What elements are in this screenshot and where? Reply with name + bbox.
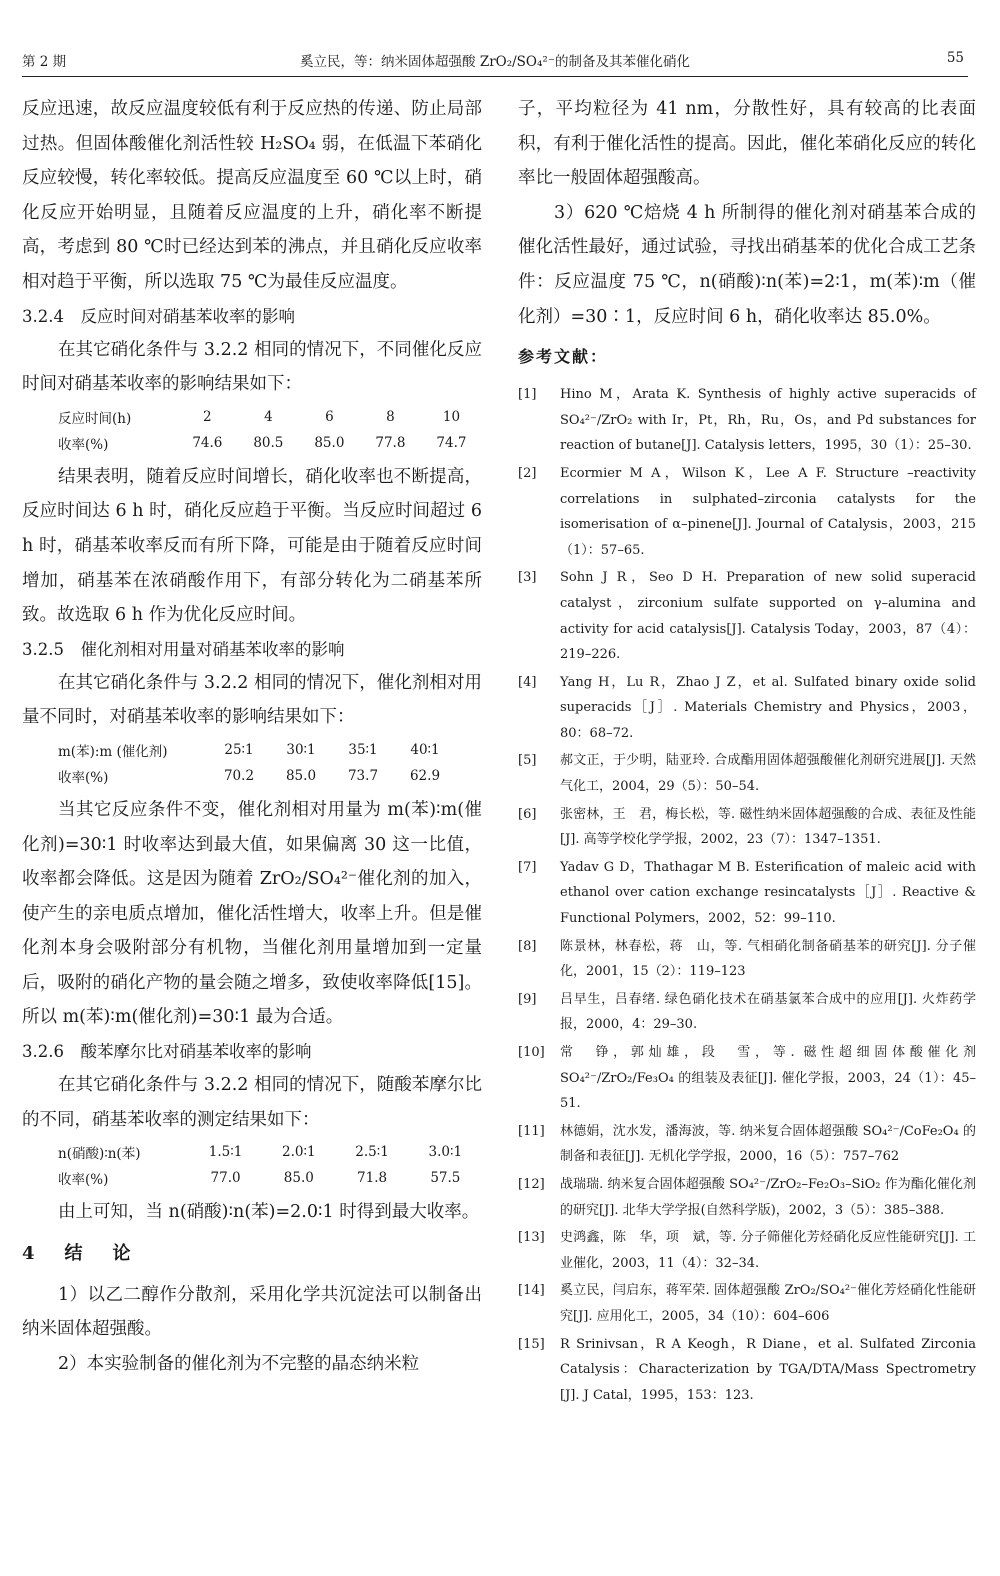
reference-text: 吕早生，吕春绪. 绿色硝化技术在硝基氯苯合成中的应用[J]. 火炸药学报，2000，4：29–30.	[560, 991, 976, 1033]
table-cell: 40∶1	[410, 741, 440, 758]
reference-item	[518, 1172, 976, 1223]
reference-text: 奚立民，闫启东，蒋军荣. 固体超强酸 ZrO₂/SO₄²⁻催化芳烃硝化性能研究[J]. 应用化工，2005，34（10）：604–606	[560, 1283, 976, 1324]
section-3-2-4-intro: 在其它硝化条件与 3.2.2 相同的情况下，不同催化反应时间对硝基苯收率的影响结果如下：	[22, 339, 482, 395]
reference-text: 林德娟，沈水发，潘海波，等. 纳米复合固体超强酸 SO₄²⁻/CoFe₂O₄ 的制备和表征[J]. 无机化学学报，2000，16（5）：757–762	[560, 1123, 976, 1165]
table-row	[58, 763, 456, 789]
issue-number: 第 2 期	[22, 54, 67, 70]
section-3-2-5-result: 当其它反应条件不变，催化剂相对用量为 m(苯)∶m(催化剂)=30∶1 时收率达到最大值，如果偏离 30 这一比值，收率都会降低。这是因为随着 ZrO₂/SO₄²⁻催化剂的加入，使产生的亲电质点增加，催化活性增大，收率上升。但是催化剂本身会吸附部分有机物，当催化剂用量增加到一定量后，吸附的硝化产物的量会随之增多，致使收率降低[15]。所以 m(苯)∶m(催化剂)=30∶1 最为合适。	[22, 799, 482, 1028]
reference-item	[518, 1278, 976, 1329]
table-row	[58, 1139, 482, 1165]
table-cell: 6	[325, 408, 334, 425]
reference-number: [9]	[518, 991, 537, 1007]
reference-item	[518, 1225, 976, 1276]
reference-number: [15]	[518, 1336, 545, 1352]
reference-text: 战瑞瑞. 纳米复合固体超强酸 SO₄²⁻/ZrO₂–Fe₂O₃–SiO₂ 作为酯化催化剂的研究[J]. 北华大学学报(自然科学版)，2002，3（5）：385–388.	[560, 1176, 976, 1218]
reference-item	[518, 565, 976, 667]
table-cell: 70.2	[223, 767, 255, 784]
reference-item	[518, 802, 976, 853]
reference-item	[518, 934, 976, 985]
reference-item	[518, 461, 976, 563]
conclusion-3: 3）620 ℃焙烧 4 h 所制得的催化剂对硝基苯合成的催化活性最好，通过试验，寻找出硝基苯的优化合成工艺条件：反应温度 75 ℃，n(硝酸)∶n(苯)=2∶1，m(苯)∶m（催化剂）=30∶1，反应时间 6 h，硝化收率达 85.0%。	[518, 202, 976, 327]
left-column	[22, 92, 482, 1382]
reference-text: Ecormier M A，Wilson K，Lee A F. Structure –reactivity correlations in sulphated–zirconia catalysts for the isomerisation of α–pinene[J]. Journal of Catalysis，2003，215（1）：57–65.	[560, 465, 977, 558]
table-cell: 35∶1	[348, 741, 378, 758]
reference-list	[518, 382, 976, 1408]
reference-text: 张密林，王 君，梅长松，等. 磁性纳米固体超强酸的合成、表征及性能[J]. 高等学校化学学报，2002，23（7）：1347–1351.	[560, 806, 976, 848]
row-label: m(苯):m (催化剂)	[58, 743, 168, 760]
section-3-2-6-intro: 在其它硝化条件与 3.2.2 相同的情况下，随酸苯摩尔比的不同，硝基苯收率的测定结果如下：	[22, 1075, 482, 1130]
reference-number: [10]	[518, 1045, 545, 1060]
table-cell: 2.5∶1	[355, 1144, 389, 1161]
row-label: 收率(%)	[58, 1172, 109, 1189]
table-cell: 71.8	[357, 1170, 388, 1187]
reference-text: Sohn J R，Seo D H. Preparation of new solid superacid catalyst，zirconium sulfate supported on γ–alumina and activity for acid catalysis[J]. Catalysis Today，2003，87（4）：219–226.	[560, 570, 976, 663]
section-3-2-5-intro: 在其它硝化条件与 3.2.2 相同的情况下，催化剂相对用量不同时，对硝基苯收率的影响结果如下：	[22, 672, 482, 728]
references-heading: 参考文献：	[518, 347, 609, 367]
table-cell: 2.0∶1	[282, 1144, 316, 1161]
reference-item	[518, 748, 976, 799]
table-cell: 85.0	[283, 1170, 314, 1187]
paragraph-reaction-temperature: 反应迅速，故反应温度较低有利于反应热的传递、防止局部过热。但固体酸催化剂活性较 H₂SO₄ 弱，在低温下苯硝化反应较慢，转化率较低。提高反应温度至 60 ℃以上时，硝化反应开始明显，且随着反应温度的上升，硝化率不断提高，考虑到 80 ℃时已经达到苯的沸点，并且硝化反应收率相对趋于平衡，所以选取 75 ℃为最佳反应温度。	[22, 99, 482, 292]
table-cell: 80.5	[253, 434, 284, 451]
reference-text: Hino M，Arata K. Synthesis of highly active superacids of SO₄²⁻/ZrO₂ with Ir，Pt，Rh，Ru，Os，and Pd substances for reaction of butane[J]. Catalysis letters，1995，30（1）：25–30.	[560, 387, 976, 454]
table-cell: 1.5∶1	[208, 1144, 243, 1161]
reference-item	[518, 1332, 976, 1409]
table-acid-benzene-ratio	[58, 1139, 482, 1191]
table-cell: 30∶1	[286, 741, 316, 758]
reference-text: Yang H，Lu R，Zhao J Z，et al. Sulfated binary oxide solid superacids［J］. Materials Chemistry and Physics，2003，80：68–72.	[560, 674, 976, 741]
section-3-2-6-heading: 3.2.6 酸苯摩尔比对硝基苯收率的影响	[22, 1042, 312, 1062]
reference-text: 常 铮，郭灿雄，段 雪，等. 磁性超细固体酸催化剂 SO₄²⁻/ZrO₂/Fe₃O₄ 的组装及表征[J]. 催化学报，2003，24（1）：45–51.	[560, 1045, 976, 1112]
table-row	[58, 1165, 482, 1191]
reference-number: [1]	[518, 387, 537, 403]
reference-number: [12]	[518, 1176, 545, 1192]
reference-text: R Srinivsan，R A Keogh，R Diane，et al. Sulfated Zirconia Catalysis：Characterization by TGA/DTA/Mass Spectrometry [J]. J Catal，1995，153：123.	[560, 1336, 976, 1403]
table-cell: 25∶1	[224, 741, 254, 758]
row-label: 反应时间(h)	[58, 410, 132, 427]
table-row	[58, 404, 482, 430]
table-cell: 4	[264, 408, 273, 425]
table-cell: 3.0∶1	[428, 1144, 463, 1161]
reference-number: [13]	[518, 1230, 545, 1246]
conclusion-2-continued: 子，平均粒径为 41 nm，分散性好，具有较高的比表面积，有利于催化活性的提高。因此，催化苯硝化反应的转化率比一般固体超强酸高。	[518, 99, 976, 189]
table-cell: 8	[386, 408, 395, 425]
reference-item	[518, 987, 976, 1038]
reference-item	[518, 382, 976, 459]
running-header	[22, 46, 968, 77]
row-label: 收率(%)	[58, 436, 109, 453]
table-cell: 85.0	[285, 767, 317, 784]
section-3-2-4-result: 结果表明，随着反应时间增长，硝化收率也不断提高，反应时间达 6 h 时，硝化反应趋于平衡。当反应时间超过 6 h 时，硝基苯收率反而有所下降，可能是由于随着反应时间增加，硝基苯在浓硝酸作用下，有部分转化为二硝基苯所致。故选取 6 h 作为优化反应时间。	[22, 466, 482, 626]
table-cell: 74.7	[436, 434, 467, 451]
section-4-heading: 4 结 论	[22, 1242, 137, 1264]
reference-number: [3]	[518, 570, 537, 586]
section-3-2-4-heading: 3.2.4 反应时间对硝基苯收率的影响	[22, 306, 295, 326]
table-cell: 74.6	[192, 434, 223, 451]
reference-text: 陈景林，林春松，蒋 山，等. 气相硝化制备硝基苯的研究[J]. 分子催化，2001，15（2）：119–123	[560, 938, 976, 980]
reference-item	[518, 855, 976, 932]
section-3-2-5-heading: 3.2.5 催化剂相对用量对硝基苯收率的影响	[22, 639, 345, 659]
running-title: 奚立民，等：纳米固体超强酸 ZrO₂/SO₄²⁻的制备及其苯催化硝化	[300, 54, 690, 70]
table-catalyst-amount	[58, 737, 456, 789]
table-cell: 77.0	[210, 1170, 241, 1187]
row-label: n(硝酸)∶n(苯)	[58, 1146, 141, 1163]
reference-number: [7]	[518, 859, 537, 875]
section-3-2-6-result: 由上可知，当 n(硝酸)∶n(苯)=2.0∶1 时得到最大收率。	[58, 1202, 480, 1223]
table-cell: 57.5	[430, 1170, 461, 1187]
table-cell: 62.9	[409, 767, 441, 784]
table-row	[58, 430, 482, 456]
table-cell: 2	[203, 408, 212, 425]
reference-text: 郝文正，于少明，陆亚玲. 合成酯用固体超强酸催化剂研究进展[J]. 天然气化工，2004，29（5）：50–54.	[560, 753, 976, 795]
reference-number: [2]	[518, 465, 537, 481]
table-cell: 85.0	[314, 434, 345, 451]
row-label: 收率(%)	[58, 769, 109, 786]
page-number: 55	[946, 50, 964, 66]
reference-number: [5]	[518, 753, 537, 769]
conclusion-2: 2）本实验制备的催化剂为不完整的晶态纳米粒	[58, 1354, 420, 1375]
reference-item	[518, 1119, 976, 1170]
reference-number: [4]	[518, 674, 537, 690]
table-cell: 77.8	[375, 434, 406, 451]
reference-text: Yadav G D，Thathagar M B. Esterification of maleic acid with ethanol over cation exchange resincatalysts［J］. Reactive & Functional Polymers，2002，52：99–110.	[560, 859, 976, 927]
reference-item	[518, 670, 976, 747]
reference-number: [14]	[518, 1283, 545, 1299]
table-row	[58, 737, 456, 763]
reference-number: [11]	[518, 1123, 545, 1139]
table-cell: 73.7	[347, 767, 379, 784]
table-cell: 10	[442, 408, 461, 425]
right-column	[518, 92, 976, 1410]
reference-text: 史鸿鑫，陈 华，项 斌，等. 分子筛催化芳烃硝化反应性能研究[J]. 工业催化，2003，11（4）：32–34.	[560, 1230, 976, 1271]
reference-number: [8]	[518, 938, 537, 954]
reference-number: [6]	[518, 806, 537, 822]
reference-item	[518, 1040, 976, 1117]
conclusion-1: 1）以乙二醇作分散剂，采用化学共沉淀法可以制备出纳米固体超强酸。	[22, 1284, 482, 1340]
table-reaction-time	[58, 404, 482, 456]
